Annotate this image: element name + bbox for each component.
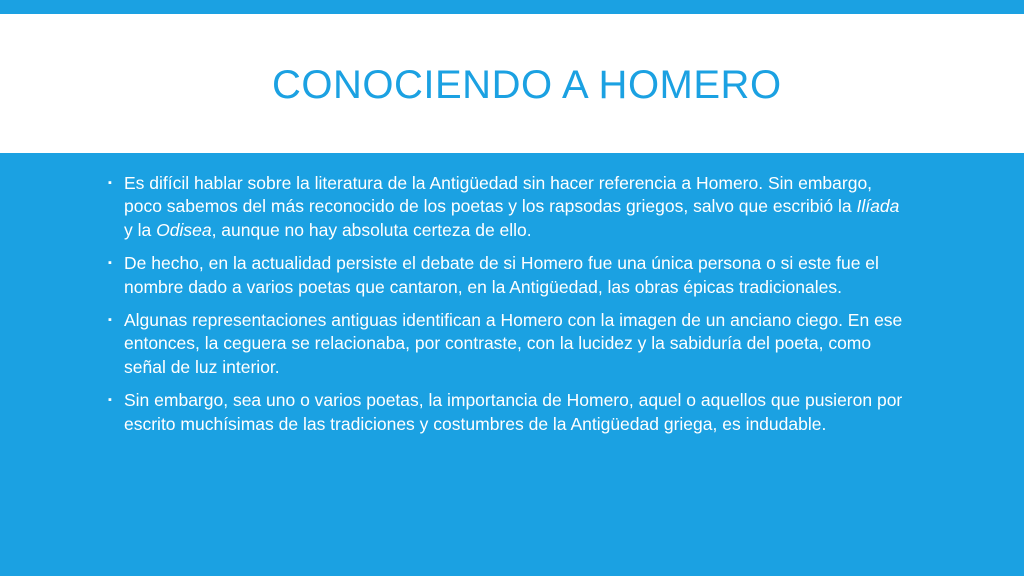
top-accent-strip (0, 0, 1024, 14)
bullet-item-4 (106, 389, 906, 436)
bullet-square-icon: ▪ (108, 257, 112, 270)
bullet-list (106, 172, 906, 446)
bullet-text-1: Es difícil hablar sobre la literatura de la Antigüedad sin hacer referencia a Homero. Sin embargo, poco sabemos del más reconocido de los poetas y los rapsodas griegos, salvo que escribió la Ilíada y la Odisea, aunque no hay absoluta certeza de ello. (124, 173, 900, 240)
title-iliada: Ilíada (856, 196, 900, 217)
bullet-text-2: De hecho, en la actualidad persiste el debate de si Homero fue una única persona o si este fue el nombre dado a varios poetas que cantaron, en la Antigüedad, las obras épicas tradicionales. (124, 253, 879, 297)
bullet-text-3: Algunas representaciones antiguas identifican a Homero con la imagen de un anciano ciego. En ese entonces, la ceguera se relacionaba, por contraste, con la lucidez y la sabiduría del poeta, como señal de luz interior. (124, 310, 903, 377)
bullet-square-icon: ▪ (108, 394, 112, 407)
bullet-text-4: Sin embargo, sea uno o varios poetas, la importancia de Homero, aquel o aquellos que pusieron por escrito muchísimas de las tradiciones y costumbres de la Antigüedad griega, es indudable. (124, 390, 903, 434)
slide-title: CONOCIENDO A HOMERO (272, 63, 782, 107)
bullet-square-icon: ▪ (108, 314, 112, 327)
title-odisea: Odisea (156, 219, 212, 240)
bullet-item-2 (106, 252, 906, 299)
bullet-square-icon: ▪ (108, 177, 112, 189)
bullet-item-1 (106, 172, 906, 242)
bullet-item-3 (106, 309, 906, 379)
